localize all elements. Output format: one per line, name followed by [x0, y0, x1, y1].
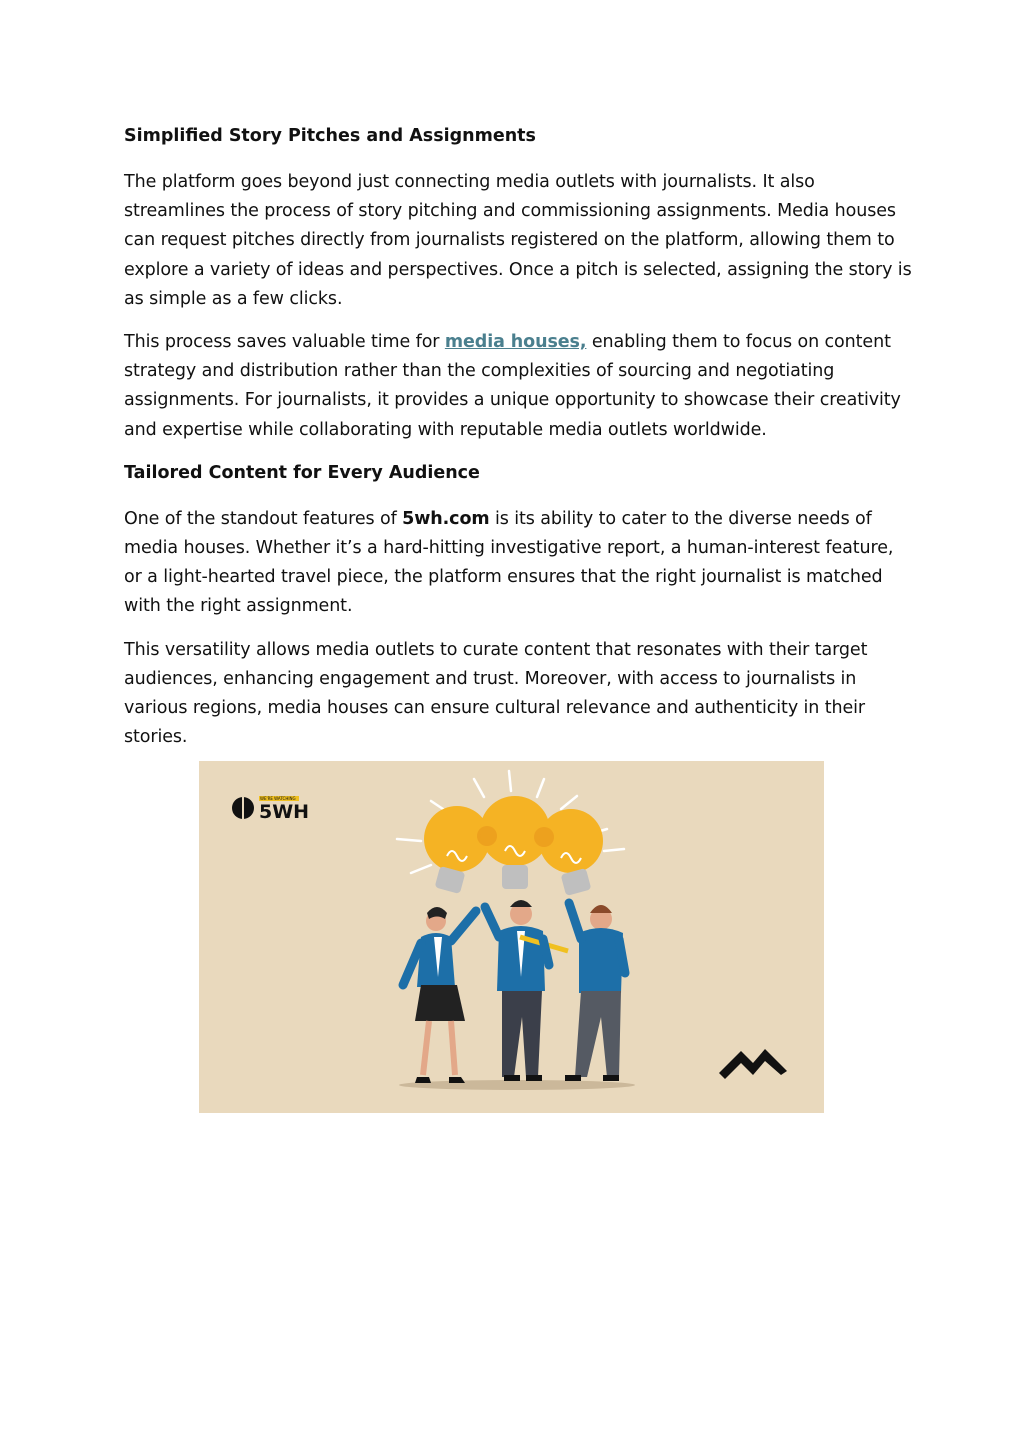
paragraph-standout: One of the standout features of 5wh.com is its ability to cater to the diverse needs of media houses. Whether it’s a hard-hitting investigative report, a human-interest feature, or a light-hearted travel piece, the platform ensures that the right journalist is matched with the right assignment.: [124, 508, 894, 617]
site-name: 5wh.com: [402, 508, 490, 529]
logo-tagline: WE'RE WATCHING: [260, 796, 296, 801]
section-heading-tailored: Tailored Content for Every Audience: [124, 462, 480, 483]
man-figure-center: [485, 900, 568, 1081]
media-houses-link[interactable]: media houses,: [444, 332, 587, 353]
brand-mark-icon: [719, 1049, 787, 1079]
5wh-logo: [232, 796, 309, 823]
section-heading-pitches: Simplified Story Pitches and Assignments: [124, 126, 536, 146]
article-body: [124, 122, 914, 766]
logo-text: 5WH: [259, 801, 310, 823]
woman-figure: [403, 907, 476, 1083]
man-figure-right: [565, 903, 625, 1081]
paragraph-versatility: This versatility allows media outlets to curate content that resonates with their target audiences, enhancing engagement and trust. Moreover, with access to journalists in various regions, media houses can ensure cultural relevance and authenticity in their stories.: [124, 639, 868, 748]
lightbulb-icon: [424, 796, 603, 896]
paragraph-platform: The platform goes beyond just connecting media outlets with journalists. It also streamlines the process of story pitching and commissioning assignments. Media houses can request pitches directly from journalists registered on the platform, allowing them to explore a variety of ideas and perspectives. Once a pitch is selected, assigning the story is as simple as a few clicks.: [124, 172, 912, 309]
illustration-image: [199, 761, 824, 1113]
paragraph-time-saving: This process saves valuable time for media houses, enabling them to focus on content strategy and distribution rather than the complexities of sourcing and negotiating assignments. For journalists, it provides a unique opportunity to showcase their creativity and expertise while collaborating with reputable media outlets worldwide.: [124, 332, 901, 440]
